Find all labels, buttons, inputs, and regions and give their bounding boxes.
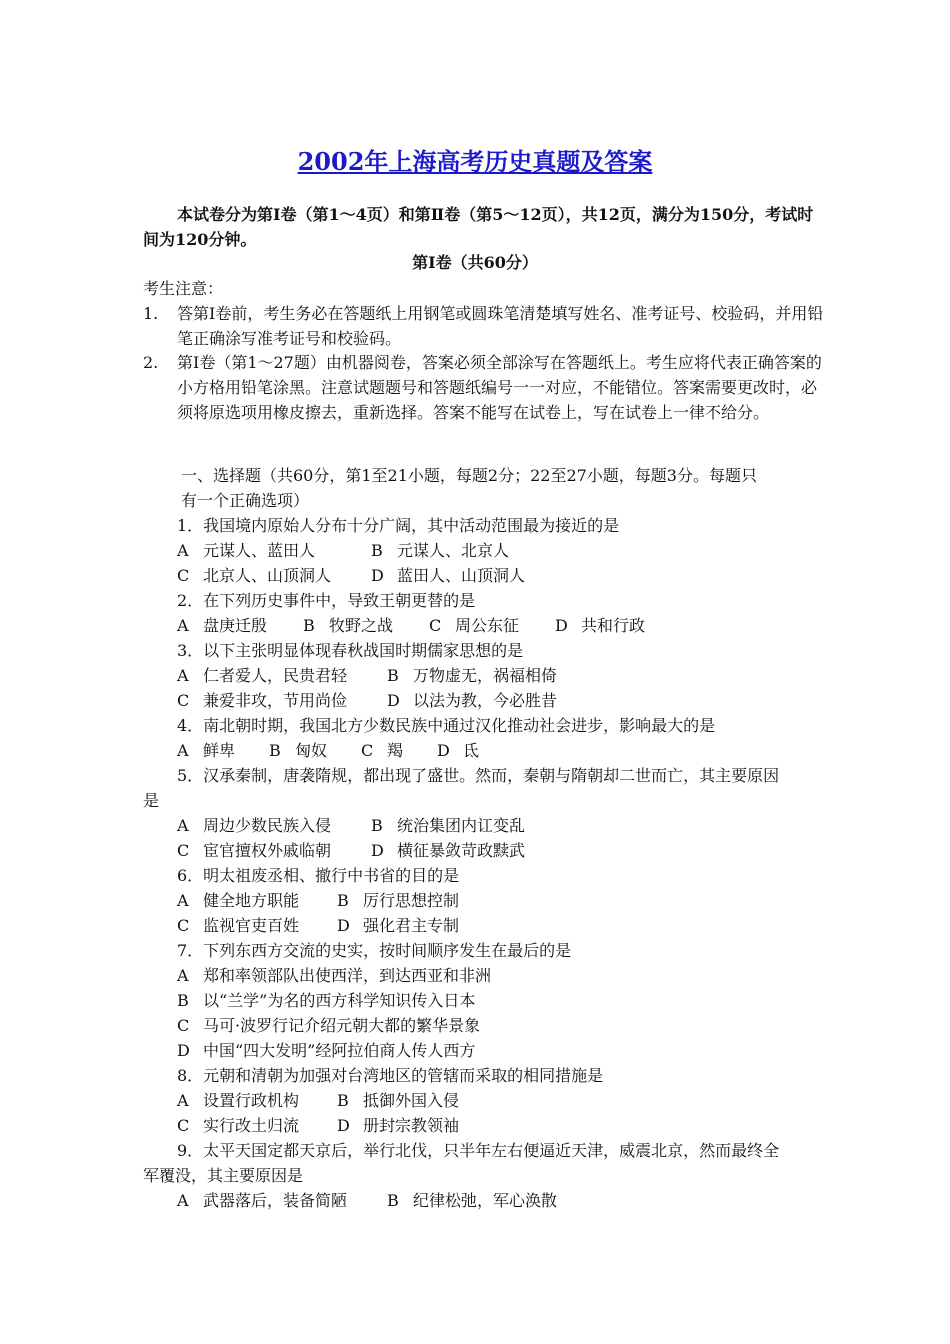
- option-letter: D: [371, 566, 384, 585]
- option-letter: B: [269, 741, 281, 760]
- question-stem: 2．在下列历史事件中，导致王朝更替的是: [177, 591, 476, 610]
- option-letter: C: [177, 1116, 190, 1135]
- option-text: 武器落后，装备简陋: [203, 1191, 348, 1210]
- option-text: 共和行政: [581, 616, 646, 635]
- option-text: 羯: [387, 741, 404, 760]
- question-stem: 8．元朝和清朝为加强对台湾地区的管辖而采取的相同措施是: [177, 1066, 604, 1085]
- option-letter: D: [337, 916, 350, 935]
- option-b[interactable]: [371, 813, 525, 838]
- option-letter: A: [177, 1191, 189, 1210]
- part-heading: 一、选择题（共60分，第1至21小题，每题2分；22至27小题，每题3分。每题只: [181, 466, 757, 485]
- option-letter: B: [337, 1091, 349, 1110]
- option-text: 以法为教，今必胜昔: [413, 691, 558, 710]
- option-text: 鲜卑: [203, 741, 236, 760]
- option-letter: B: [387, 666, 399, 685]
- question-stem: 9．太平天国定都天京后，举行北伐，只半年左右便逼近天津，威震北京，然而最终全: [177, 1141, 780, 1160]
- option-c[interactable]: [177, 688, 387, 713]
- option-letter: D: [177, 1041, 190, 1060]
- option-row: [177, 838, 525, 863]
- option-row: [177, 913, 459, 938]
- option-d[interactable]: [337, 913, 459, 938]
- notice-text: 第Ⅰ卷（第1～27题）由机器阅卷，答案必须全部涂写在答题纸上。考生应将代表正确答案的小方格用铅笔涂黑。注意试题题号和答题纸编号一一对应，不能错位。答案需要更改时，必须将原选项用橡皮擦去，重新选择。答案不能写在试卷上，写在试卷上一律不给分。: [177, 353, 822, 422]
- option-text: 强化君主专制: [363, 916, 460, 935]
- option-text: 仁者爱人，民贵君轻: [203, 666, 348, 685]
- option-text: 氐: [463, 741, 480, 760]
- notice-number: 2.: [143, 353, 159, 372]
- option-letter: A: [177, 891, 189, 910]
- option-text: 横征暴敛苛政黩武: [397, 841, 526, 860]
- question-stem: 6．明太祖废丞相、撤行中书省的目的是: [177, 866, 460, 885]
- option-text: 元谋人、北京人: [397, 541, 510, 560]
- option-d[interactable]: [387, 688, 557, 713]
- option-text: 周边少数民族入侵: [203, 816, 332, 835]
- option-text: 万物虚无，祸福相倚: [413, 666, 558, 685]
- option-a[interactable]: [177, 1188, 387, 1213]
- option-text: 册封宗教领袖: [363, 1116, 460, 1135]
- option-letter: A: [177, 966, 189, 985]
- question-stem-continued: 是: [143, 791, 160, 810]
- option-row: [177, 563, 525, 588]
- option-b[interactable]: [303, 613, 429, 638]
- option-c[interactable]: [177, 838, 371, 863]
- option-a[interactable]: [177, 663, 387, 688]
- option-row: [177, 688, 557, 713]
- option-c[interactable]: [361, 738, 437, 763]
- option-b[interactable]: [337, 1088, 459, 1113]
- option-a[interactable]: [177, 813, 371, 838]
- option-d[interactable]: [437, 738, 479, 763]
- option-row: [177, 1188, 557, 1213]
- option-letter: D: [337, 1116, 350, 1135]
- option-d[interactable]: [371, 563, 525, 588]
- option-c[interactable]: [177, 1113, 337, 1138]
- notice-label: 考生注意：: [143, 279, 224, 298]
- option-d[interactable]: [337, 1113, 459, 1138]
- option-letter: A: [177, 541, 189, 560]
- option-letter: C: [177, 841, 190, 860]
- option-text: 牧野之战: [329, 616, 394, 635]
- option-row: [177, 1113, 459, 1138]
- question-stem: 7．下列东西方交流的史实，按时间顺序发生在最后的是: [177, 941, 572, 960]
- option-letter: C: [177, 691, 190, 710]
- option-a[interactable]: [177, 888, 337, 913]
- option-letter: A: [177, 666, 189, 685]
- option-c[interactable]: [177, 563, 371, 588]
- option-row: [177, 663, 557, 688]
- option-letter: C: [429, 616, 442, 635]
- option-a[interactable]: [177, 613, 303, 638]
- option-letter: D: [437, 741, 450, 760]
- option-text: 厉行思想控制: [363, 891, 460, 910]
- option-b[interactable]: [371, 538, 509, 563]
- part-heading: 有一个正确选项）: [181, 491, 310, 510]
- exam-intro: [143, 202, 823, 252]
- option-letter: B: [387, 1191, 399, 1210]
- option-letter: A: [177, 1091, 189, 1110]
- option-b[interactable]: [337, 888, 459, 913]
- option-letter: C: [361, 741, 374, 760]
- option-text: 宦官擅权外戚临朝: [203, 841, 332, 860]
- option-row: [177, 1088, 459, 1113]
- option-a[interactable]: [177, 738, 269, 763]
- exam-intro-text: 本试卷分为第Ⅰ卷（第1～4页）和第Ⅱ卷（第5～12页），共12页，满分为150分，考试时间为120分钟。: [143, 205, 814, 249]
- option-row: [177, 538, 509, 563]
- option-a[interactable]: [177, 1088, 337, 1113]
- option-b[interactable]: [387, 1188, 557, 1213]
- option-letter: A: [177, 741, 189, 760]
- option-text: 设置行政机构: [203, 1091, 300, 1110]
- option-d[interactable]: [371, 838, 525, 863]
- option-text: 匈奴: [295, 741, 328, 760]
- option-text: 以“兰学”为名的西方科学知识传入日本: [203, 991, 476, 1010]
- question-stem: 3．以下主张明显体现春秋战国时期儒家思想的是: [177, 641, 524, 660]
- option-text: 兼爱非攻，节用尚俭: [203, 691, 348, 710]
- option-letter: C: [177, 916, 190, 935]
- option-text: 健全地方职能: [203, 891, 300, 910]
- option-text: 盘庚迁殷: [203, 616, 268, 635]
- option-letter: D: [387, 691, 400, 710]
- question-stem: 1．我国境内原始人分布十分广阔，其中活动范围最为接近的是: [177, 516, 620, 535]
- question-stem: 4．南北朝时期，我国北方少数民族中通过汉化推动社会进步，影响最大的是: [177, 716, 716, 735]
- notice-number: 1.: [143, 304, 159, 323]
- option-row: [177, 613, 645, 638]
- option-text: 中国“四大发明”经阿拉伯商人传人西方: [203, 1041, 476, 1060]
- question-stem: 5．汉承秦制，唐袭隋规，都出现了盛世。然而，秦朝与隋朝却二世而亡，其主要原因: [177, 766, 780, 785]
- option-text: 抵御外国入侵: [363, 1091, 460, 1110]
- option-text: 马可·波罗行记介绍元朝大都的繁华景象: [203, 1016, 481, 1035]
- option-letter: B: [371, 541, 383, 560]
- option-text: 实行改土归流: [203, 1116, 300, 1135]
- question-stem-continued: 军覆没，其主要原因是: [143, 1166, 304, 1185]
- option-text: 纪律松弛，军心涣散: [413, 1191, 558, 1210]
- option-row: [177, 813, 525, 838]
- option-letter: A: [177, 616, 189, 635]
- option-b[interactable]: [269, 738, 361, 763]
- option-letter: B: [371, 816, 383, 835]
- option-letter: A: [177, 816, 189, 835]
- option-row: [177, 888, 459, 913]
- option-b[interactable]: [387, 663, 557, 688]
- option-c[interactable]: [177, 1013, 480, 1038]
- option-text: 北京人、山顶洞人: [203, 566, 332, 585]
- document-title[interactable]: 2002年上海高考历史真题及答案: [297, 147, 653, 176]
- option-text: 监视官吏百姓: [203, 916, 300, 935]
- option-letter: D: [555, 616, 568, 635]
- option-a[interactable]: [177, 963, 491, 988]
- option-letter: C: [177, 566, 190, 585]
- option-letter: D: [371, 841, 384, 860]
- option-d[interactable]: [177, 1038, 475, 1063]
- option-text: 蓝田人、山顶洞人: [397, 566, 526, 585]
- option-text: 元谋人、蓝田人: [203, 541, 316, 560]
- option-letter: C: [177, 1016, 190, 1035]
- section-title: 第Ⅰ卷（共60分）: [412, 253, 538, 272]
- option-a[interactable]: [177, 538, 371, 563]
- option-text: 统治集团内讧变乱: [397, 816, 526, 835]
- option-d[interactable]: [555, 613, 645, 638]
- notice-text: 答第Ⅰ卷前，考生务必在答题纸上用钢笔或圆珠笔清楚填写姓名、准考证号、校验码，并用铅笔正确涂写准考证号和校验码。: [177, 304, 824, 348]
- option-c[interactable]: [429, 613, 555, 638]
- option-row: [177, 738, 479, 763]
- option-letter: B: [337, 891, 349, 910]
- option-letter: B: [177, 991, 189, 1010]
- option-text: 周公东征: [455, 616, 520, 635]
- option-letter: B: [303, 616, 315, 635]
- option-b[interactable]: [177, 988, 475, 1013]
- option-c[interactable]: [177, 913, 337, 938]
- option-text: 郑和率领部队出使西洋，到达西亚和非洲: [203, 966, 492, 985]
